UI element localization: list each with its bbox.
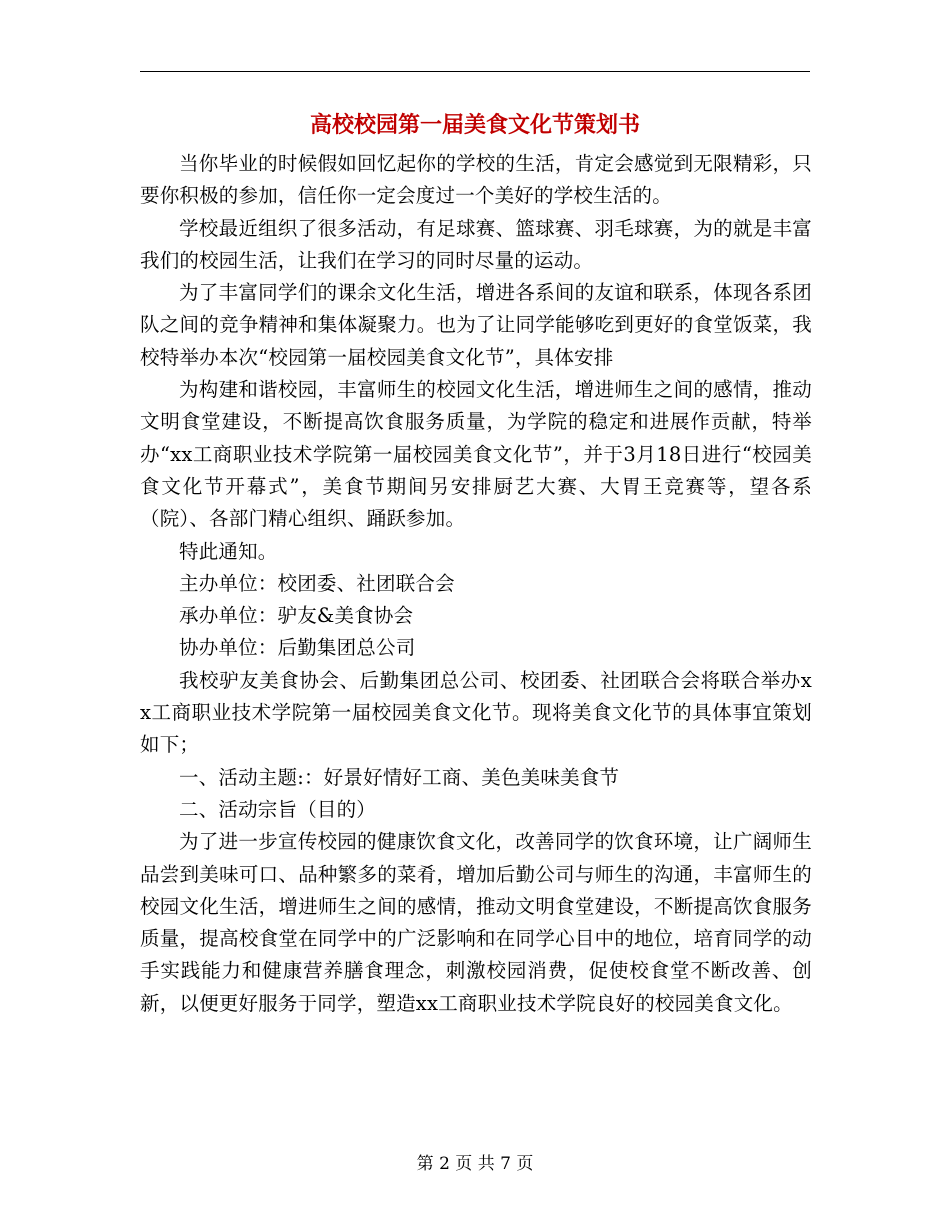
paragraph-co-organizer: 协办单位：后勤集团总公司 — [179, 636, 416, 660]
paragraph-organizer: 承办单位：驴友&美食协会 — [179, 604, 414, 628]
paragraph-intro-1: 当你毕业的时候假如回忆起你的学校的生活，肯定会感觉到无限精彩，只要你积极的参加，信任你一定会度过一个美好的学校生活的。 — [140, 152, 812, 208]
header-rule — [140, 71, 810, 72]
paragraph-intro-2: 学校最近组织了很多活动，有足球赛、篮球赛、羽毛球赛，为的就是丰富我们的校园生活，让我们在学习的同时尽量的运动。 — [140, 216, 812, 272]
paragraph-notice-end: 特此通知。 — [179, 539, 278, 563]
paragraph-host: 主办单位：校团委、社团联合会 — [179, 571, 455, 595]
document-body — [140, 148, 812, 1020]
paragraph-notice: 为构建和谐校园，丰富师生的校园文化生活，增进师生之间的感情，推动文明食堂建设，不断提高饮食服务质量，为学院的稳定和进展作贡献，特举办“xx工商职业技术学院第一届校园美食文化节”，并于3月18日进行“校园美食文化节开幕式”，美食节期间另安排厨艺大赛、大胃王竞赛等，望各系（院）、各部门精心组织、踊跃参加。 — [140, 378, 812, 531]
paragraph-intro-3: 为了丰富同学们的课余文化生活，增进各系间的友谊和联系，体现各系团队之间的竞争精神和集体凝聚力。也为了让同学能够吃到更好的食堂饭菜，我校特举办本次“校园第一届校园美食文化节”，具体安排 — [140, 281, 812, 369]
document-title: 高校校园第一届美食文化节策划书 — [309, 112, 640, 138]
page-number: 第 2 页 共 7 页 — [416, 1154, 534, 1174]
section-purpose-heading: 二、活动宗旨（目的） — [179, 797, 377, 821]
paragraph-plan-intro: 我校驴友美食协会、后勤集团总公司、校团委、社团联合会将联合举办xx工商职业技术学院第一届校园美食文化节。现将美食文化节的具体事宜策划如下； — [140, 668, 812, 757]
section-theme: 一、活动主题:：好景好情好工商、美色美味美食节 — [179, 765, 620, 789]
paragraph-purpose: 为了进一步宣传校园的健康饮食文化，改善同学的饮食环境，让广阔师生品尝到美味可口、品种繁多的菜肴，增加后勤公司与师生的沟通，丰富师生的校园文化生活，增进师生之间的感情，推动文明食堂建设，不断提高饮食服务质量，提高校食堂在同学中的广泛影响和在同学心目中的地位，培育同学的动手实践能力和健康营养膳食理念，刺激校园消费，促使校食堂不断改善、创新，以便更好服务于同学，塑造xx工商职业技术学院良好的校园美食文化。 — [140, 830, 812, 1015]
